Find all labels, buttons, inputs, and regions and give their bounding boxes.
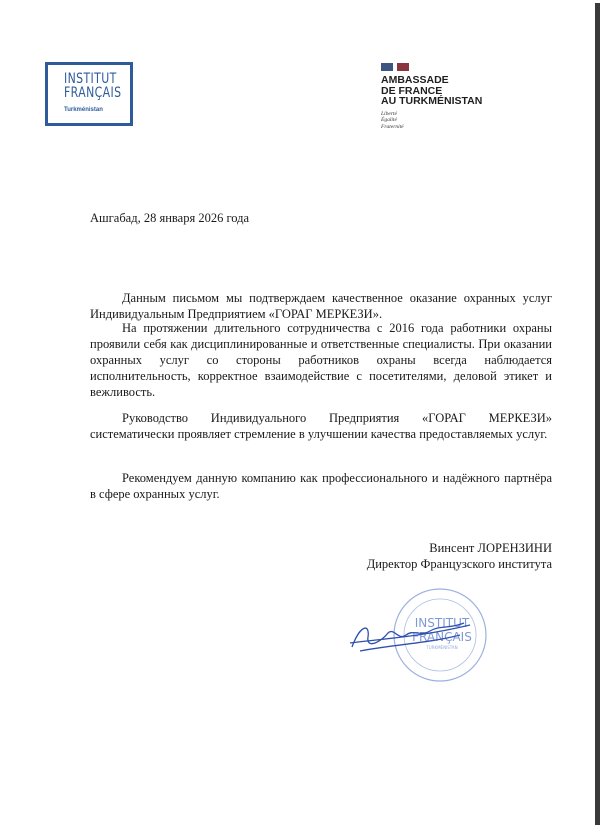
institut-francais-logo [45,62,133,126]
logo-line-turkmenistan: Turkménistan [64,107,103,113]
embassy-name-line: DE FRANCE [381,84,443,97]
logo-line-francais: FRANÇAIS [64,85,122,101]
embassy-name-line: AU TURKMÉNISTAN [381,95,483,107]
marianne-flag-icon [381,63,482,71]
stamp-text-institut: INSTITUT [414,616,470,630]
stamp-text-francais: FRANÇAIS [412,630,472,644]
paragraph-management: Руководство Индивидуального Предприятия «ГОРАГ МЕРКЕЗИ» систематически проявляет стремление в улучшении качества предоставляемых услуг. [90,411,552,441]
flag-blue-block [381,63,393,71]
paragraph-recommendation: Рекомендуем данную компанию как профессионального и надёжного партнёра в сфере охранных услуг. [90,471,552,501]
embassy-name-line: AMBASSADE [381,74,449,86]
paragraph-cooperation: На протяжении длительного сотрудничества с 2016 года работники охраны проявили себя как дисциплинированные и ответственные специалисты. При оказании охранных услуг со стороны работников охраны всегда наблюдается исполнительность, корректное взаимодействие с посетителями, деловой этикет и вежливость. [90,321,552,399]
embassy-logo [381,63,482,130]
official-stamp-and-signature [340,585,510,685]
logo-line-institut: INSTITUT [64,71,117,87]
scan-edge [595,3,600,825]
signatory-title: Директор Французского института [366,557,552,571]
paragraph-confirmation: Данным письмом мы подтверждаем качественное оказание охранных услуг Индивидуальным Предприятием «ГОРАГ МЕРКЕЗИ». [90,291,552,321]
signatory-name: Винсент ЛОРЕНЗИНИ [429,541,552,555]
motto-egalite: Égalité [381,117,397,123]
flag-red-block [397,63,409,71]
motto-liberte: Liberté [381,110,397,117]
republic-motto [381,111,482,131]
embassy-name [381,75,482,107]
stamp-text-turkmenistan: TURKMÉNISTAN [426,645,458,650]
motto-fraternite: Fraternité [381,123,404,130]
letter-date: Ашгабад, 28 января 2026 года [90,211,250,225]
